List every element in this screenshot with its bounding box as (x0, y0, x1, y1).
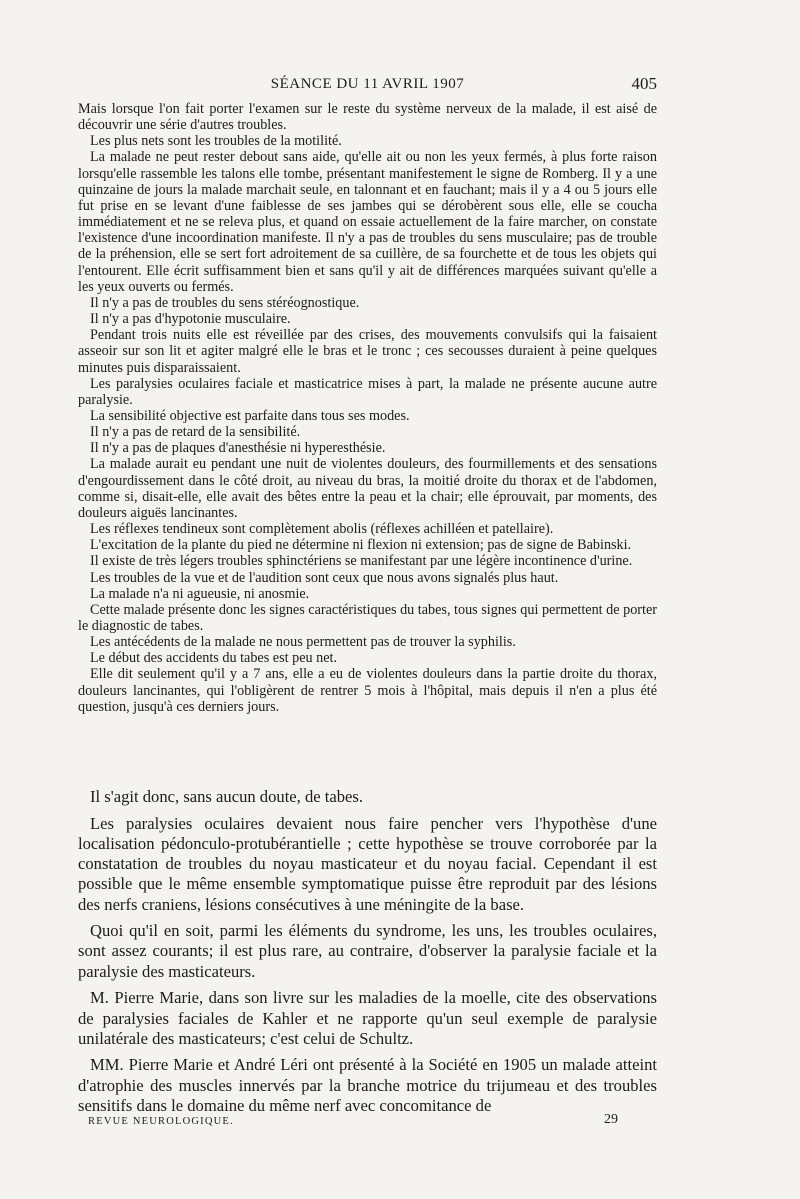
paragraph: Le début des accidents du tabes est peu net. (90, 650, 338, 667)
paragraph: Les réflexes tendineux sont complètement abolis (réflexes achilléen et patellaire). (90, 521, 554, 538)
paragraph: MM. Pierre Marie et André Léri ont présenté à la Société en 1905 un malade atteint d'atrophie des muscles innervés par la branche motrice du trijumeau et des troubles sensitifs dans le domaine du même nerf avec concomitance de (78, 1055, 657, 1115)
discussion-text (78, 787, 657, 1123)
paragraph: Elle dit seulement qu'il y a 7 ans, elle a eu de violentes douleurs dans la partie droite du thorax, douleurs lancinantes, qui l'obligèrent de rentrer 5 mois à l'hôpital, mais depuis il n'en a plus été question, jusqu'à ces derniers jours. (78, 666, 657, 715)
signature-mark: 29 (604, 1112, 618, 1127)
paragraph: La malade ne peut rester debout sans aide, qu'elle ait ou non les yeux fermés, à plus forte raison lorsqu'elle rassemble les talons elle tombe, présentant manifestement le signe de Romberg. Il y a une quinzaine de jours la malade marchait seule, en talonnant et en fauchant; mais il y a 4 ou 5 jours elle fut prise en se levant d'une faiblesse de ses jambes qui se dérobèrent sous elle, elle se coucha immédiatement et ne se releva plus, et quand on essaie actuellement de la faire marcher, on constate l'existence d'une incoordination manifeste. Il n'y a pas de troubles du sens musculaire; pas de trouble de la préhension, elle se sert fort adroitement de sa cuillère, de sa fourchette et de tous les objets qui l'entourent. Elle écrit suffisamment bien et sans qu'il y ait de différences marquées suivant qu'elle a les yeux ouverts ou fermés. (78, 149, 657, 295)
paragraph: Mais lorsque l'on fait porter l'examen sur le reste du système nerveux de la malade, il est aisé de découvrir une série d'autres troubles. (78, 101, 657, 134)
paragraph: Les plus nets sont les troubles de la motilité. (90, 133, 342, 150)
paragraph: Quoi qu'il en soit, parmi les éléments du syndrome, les uns, les troubles oculaires, sont assez courants; il est plus rare, au contraire, d'observer la paralysie faciale et la paralysie des masticateurs. (78, 921, 657, 981)
paragraph: La malade aurait eu pendant une nuit de violentes douleurs, des fourmillements et des sensations d'engourdissement dans le côté droit, au niveau du bras, la moitié droite du thorax et de l'abdomen, comme si, disait-elle, elle avait des bêtes entre la peau et la chair; elle éprouvait, par moments, des douleurs aiguës lancinantes. (78, 456, 657, 521)
paragraph: Il n'y a pas de troubles du sens stéréognostique. (90, 294, 360, 311)
journal-footer: REVUE NEUROLOGIQUE. (88, 1116, 234, 1127)
paragraph: Il n'y a pas de plaques d'anesthésie ni hyperesthésie. (90, 440, 386, 457)
paragraph: Il existe de très légers troubles sphinctériens se manifestant par une légère incontinence d'urine. (90, 553, 633, 570)
paragraph: Les paralysies oculaires devaient nous faire pencher vers l'hypothèse d'une localisation pédonculo-protubérantielle ; cette hypothèse se trouve corroborée par la constatation de troubles du noyau masticateur et du noyau facial. Cependant il est possible que le même ensemble symptomatique puisse être reproduit par des lésions des nerfs craniens, lésions consécutives à une méningite de la base. (78, 813, 657, 914)
paragraph: La malade n'a ni agueusie, ni anosmie. (90, 585, 310, 602)
paragraph: L'excitation de la plante du pied ne détermine ni flexion ni extension; pas de signe de Babinski. (90, 537, 632, 554)
paragraph: Les antécédents de la malade ne nous permettent pas de trouver la syphilis. (90, 634, 516, 651)
paragraph: Cette malade présente donc les signes caractéristiques du tabes, tous signes qui permettent de porter le diagnostic de tabes. (78, 601, 657, 634)
paragraph: Il s'agit donc, sans aucun doute, de tabes. (90, 787, 364, 806)
paragraph: M. Pierre Marie, dans son livre sur les maladies de la moelle, cite des observations de paralysies faciales de Kahler et ne rapporte qu'un seul exemple de paralysie unilatérale des masticateurs; c'est celui de Schultz. (78, 988, 657, 1048)
paragraph: Les paralysies oculaires faciale et masticatrice mises à part, la malade ne présente aucune autre paralysie. (78, 375, 657, 408)
paragraph: Il n'y a pas d'hypotonie musculaire. (90, 311, 291, 328)
page-number: 405 (631, 74, 657, 93)
case-report-small-text (78, 101, 657, 715)
running-header: SÉANCE DU 11 AVRIL 1907 (270, 76, 465, 92)
paragraph: Les troubles de la vue et de l'audition sont ceux que nous avons signalés plus haut. (90, 569, 559, 586)
paragraph: Il n'y a pas de retard de la sensibilité. (90, 424, 301, 441)
paragraph: La sensibilité objective est parfaite dans tous ses modes. (90, 407, 410, 424)
paragraph: Pendant trois nuits elle est réveillée par des crises, des mouvements convulsifs qui la faisaient asseoir sur son lit et agiter malgré elle le bras et le tronc ; ces secousses duraient à peine quelques minutes puis disparaissaient. (78, 327, 657, 376)
